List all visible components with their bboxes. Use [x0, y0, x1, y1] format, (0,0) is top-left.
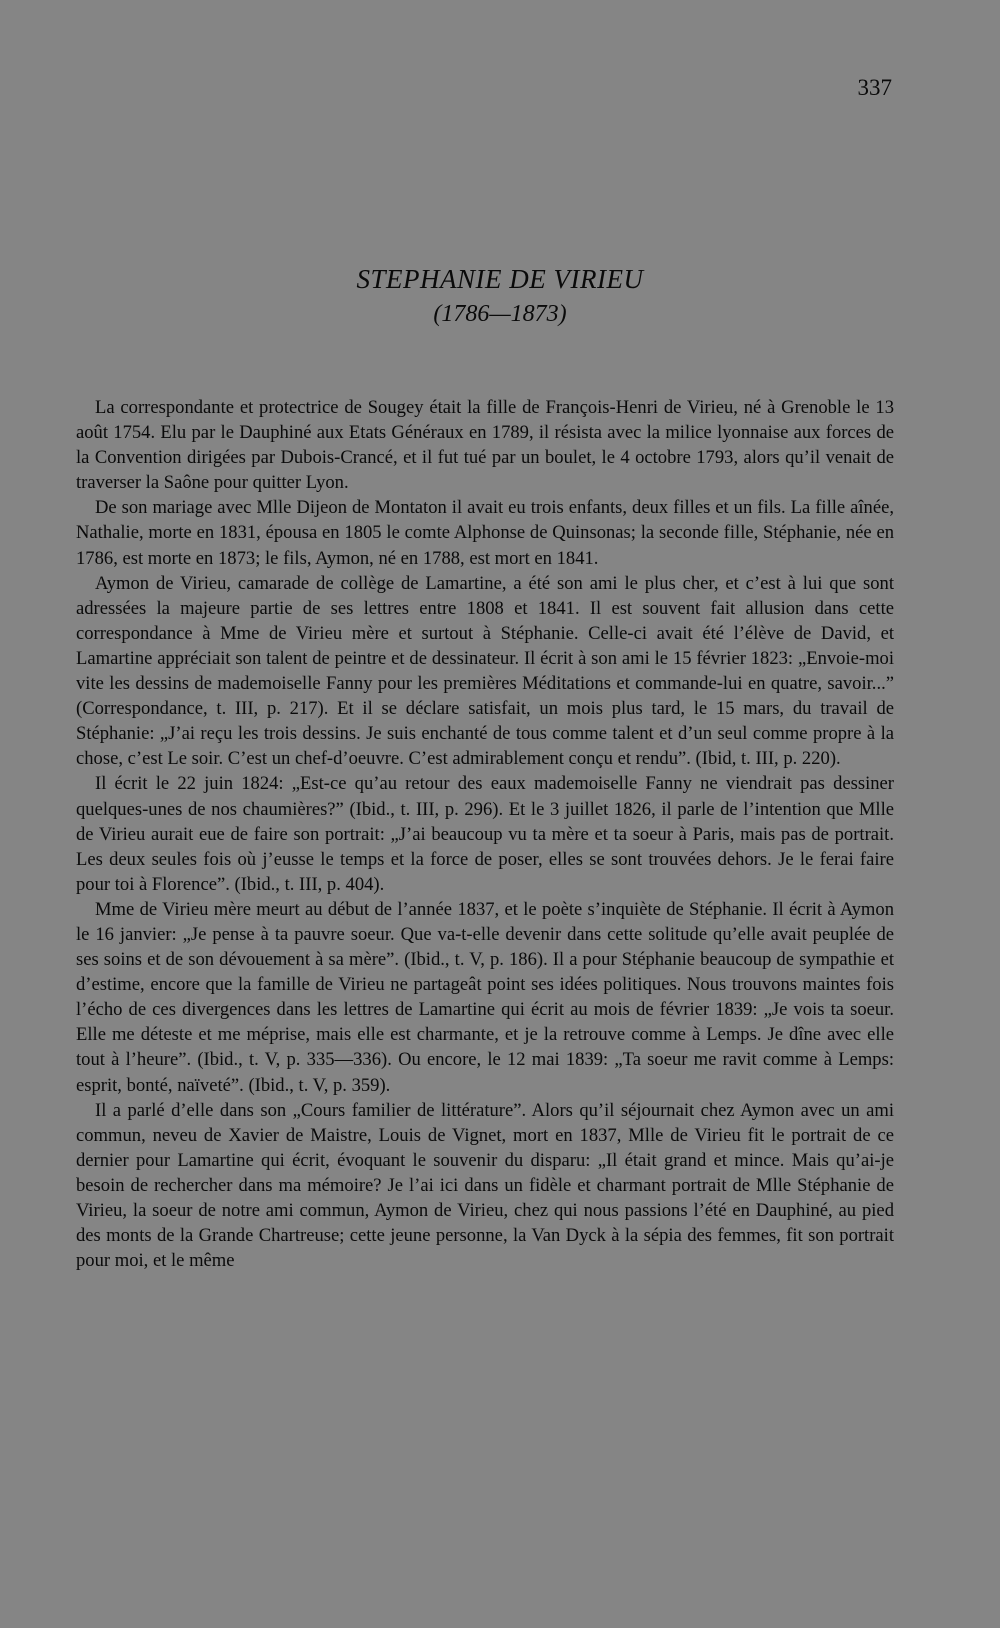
paragraph-1: La correspondante et protectrice de Sougey était la fille de François-Henri de Virieu, né à Grenoble le 13 août 1754. Elu par le Dauphiné aux Etats Généraux en 1789, il résista avec la milice lyonnaise aux forces de la Convention dirigées par Dubois-Crancé, et il fut tué par un boulet, le 4 octobre 1793, alors qu’il venait de traverser la Saône pour quitter Lyon. — [76, 397, 894, 494]
body-text — [76, 395, 894, 1273]
page-number: 337 — [857, 75, 892, 100]
paragraph-6: Il a parlé d’elle dans son „Cours familier de littérature”. Alors qu’il séjournait chez Aymon avec un ami commun, neveu de Xavier de Maistre, Louis de Vignet, mort en 1837, Mlle de Virieu fit le portrait de ce dernier pour Lamartine qui écrit, évoquant le souvenir du disparu: „Il était grand et mince. Mais qu’ai-je besoin de rechercher dans ma mémoire? Je l’ai ici dans un fidèle et charmant portrait de Mlle Stéphanie de Virieu, la soeur de notre ami commun, Aymon de Virieu, chez qui nous passions l’été en Dauphiné, au pied des monts de la Grande Chartreuse; cette jeune personne, la Van Dyck à la sépia des femmes, fit son portrait pour moi, et le même — [76, 1099, 894, 1272]
paragraph-2: De son mariage avec Mlle Dijeon de Montaton il avait eu trois enfants, deux filles et un fils. La fille aînée, Nathalie, morte en 1831, épousa en 1805 le comte Alphonse de Quinsonas; la seconde fille, Stéphanie, née en 1786, est morte en 1873; le fils, Aymon, né en 1788, est mort en 1841. — [76, 497, 894, 569]
chapter-dates: (1786—1873) — [433, 301, 567, 327]
chapter-title: STEPHANIE DE VIRIEU — [356, 264, 644, 294]
paragraph-4: Il écrit le 22 juin 1824: „Est-ce qu’au retour des eaux mademoiselle Fanny ne viendrait pas dessiner quelques-unes de nos chaumières?” (Ibid., t. III, p. 296). Et le 3 juillet 1826, il parle de l’intention que Mlle de Virieu aurait eue de faire son portrait: „J’ai beaucoup vu ta mère et ta soeur à Paris, mais pas de portrait. Les deux seules fois où j’eusse le temps et la force de poser, elles se sont trouvées dehors. Je le ferai faire pour toi à Florence”. (Ibid., t. III, p. 404). — [76, 773, 894, 895]
paragraph-3: Aymon de Virieu, camarade de collège de Lamartine, a été son ami le plus cher, et c’est à lui que sont adressées la majeure partie de ses lettres entre 1808 et 1841. Il est souvent fait allusion dans cette correspondance à Mme de Virieu mère et surtout à Stéphanie. Celle-ci avait été l’élève de David, et Lamartine appréciait son talent de peintre et de dessinateur. Il écrit à son ami le 15 février 1823: „Envoie-moi vite les dessins de mademoiselle Fanny pour les premières Méditations et commande-lui en quatre, savoir...” (Correspondance, t. III, p. 217). Et il se déclare satisfait, un mois plus tard, le 15 mars, du travail de Stéphanie: „J’ai reçu les trois dessins. Je suis enchanté de tous comme talent et d’un seul comme propre à la chose, c’est Le soir. C’est un chef-d’oeuvre. C’est admirablement conçu et rendu”. (Ibid, t. III, p. 220). — [76, 572, 894, 770]
chapter-heading — [0, 262, 1000, 330]
paragraph-5: Mme de Virieu mère meurt au début de l’année 1837, et le poète s’inquiète de Stéphanie. Il écrit à Aymon le 16 janvier: „Je pense à ta pauvre soeur. Que va-t-elle devenir dans cette solitude qu’elle avait peuplée de ses soins et de son dévouement à sa mère”. (Ibid., t. V, p. 186). Il a pour Stéphanie beaucoup de sympathie et d’estime, encore que la famille de Virieu ne partageât point ses idées politiques. Nous trouvons maintes fois l’écho de ces divergences dans les lettres de Lamartine qui écrit au mois de février 1839: „Je vois ta soeur. Elle me déteste et me méprise, mais elle est charmante, et je la retrouve comme à Lemps. Je dîne avec elle tout à l’heure”. (Ibid., t. V, p. 335—336). Ou encore, le 12 mai 1839: „Ta soeur me ravit comme à Lemps: esprit, bonté, naïveté”. (Ibid., t. V, p. 359). — [76, 898, 894, 1096]
